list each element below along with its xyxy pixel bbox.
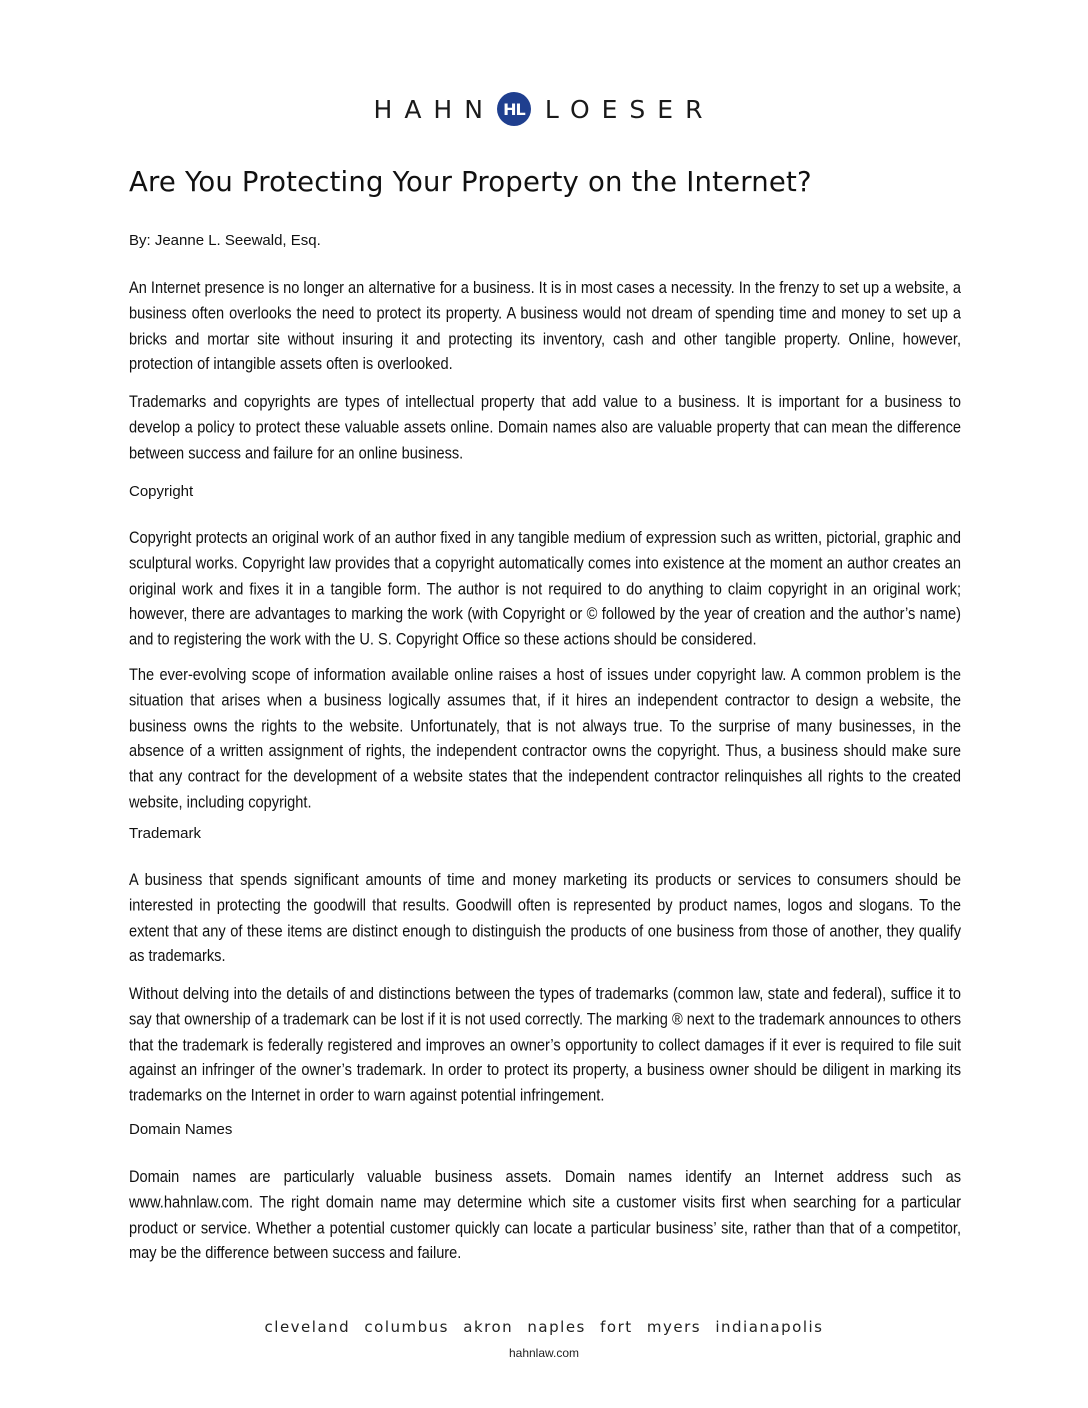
section-heading-domain-names: Domain Names	[129, 1121, 233, 1139]
section-heading-copyright: Copyright	[129, 482, 194, 500]
intro-paragraph-2: Trademarks and copyrights are types of intellectual property that add value to a business. It is important for a business to develop a policy to protect these valuable assets online. Domain names also are valuable property that can mean the difference between success and failure for an online business.	[129, 392, 961, 462]
domain-names-paragraph-1: Domain names are particularly valuable business assets. Domain names identify an Internet address such as www.hahnlaw.com. The right domain name may determine which site a customer visits first when searching for a particular product or service. Whether a potential customer quickly can locate a particular business’ site, rather than that of a competitor, may be the difference between success and failure.	[129, 1168, 961, 1263]
intro-paragraph-1: An Internet presence is no longer an alternative for a business. It is in most cases a necessity. In the frenzy to set up a website, a business often overlooks the need to protect its property. A business would not dream of spending time and money to set up a bricks and mortar site without insuring it and protecting its inventory, cash and other tangible property. Online, however, protection of intangible assets often is overlooked.	[129, 278, 962, 374]
copyright-paragraph-1: Copyright protects an original work of an author fixed in any tangible medium of expression such as written, pictorial, graphic and sculptural works. Copyright law provides that a copyright automatically comes into existence at the moment an author creates an original work and fixes it in a tangible form. The author is not required to do anything to claim copyright in an original work; however, there are advantages to marking the work (with Copyright or © followed by the year of creation and the author’s name) and to registering the work with the U. S. Copyright Office so these actions should be considered.	[129, 529, 961, 650]
trademark-paragraph-1: A business that spends significant amounts of time and money marketing its products or services to consumers should be interested in protecting the goodwill that results. Goodwill often is represented by product names, logos and slogans. To the extent that any of these items are distinct enough to distinguish the products of one business from those of another, they qualify as trademarks.	[129, 871, 961, 967]
article-body	[129, 230, 961, 1279]
footer-office-locations: cleveland columbus akron naples fort myers indianapolis	[264, 1318, 824, 1336]
firm-logo	[0, 92, 1088, 126]
logo-mark-icon: HL	[497, 92, 531, 126]
section-heading-trademark: Trademark	[129, 824, 201, 842]
logo-text-hahn: HAHN	[373, 94, 495, 124]
copyright-paragraph-2: The ever-evolving scope of information available online raises a host of issues under copyright law. A common problem is the situation that arises when a business logically assumes that, if it hires an independent contractor to design a website, the business owns the rights to the website. Unfortunately, that is not always true. To the surprise of many businesses, in the absence of a written assignment of rights, the independent contractor owns the copyright. Thus, a business should make sure that any contract for the development of a website states that the independent contractor relinquishes all rights to the created website, including copyright.	[129, 666, 961, 813]
trademark-paragraph-2: Without delving into the details of and distinctions between the types of trademarks (common law, state and federal), suffice it to say that ownership of a trademark can be lost if it is not used correctly. The marking ® next to the trademark announces to others that the trademark is federally registered and improves an owner’s opportunity to collect damages if it ever is required to file suit against an infringer of the owner’s trademark. In order to protect its property, a business owner should be diligent in marking its trademarks on the Internet in order to warn against potential infringement.	[129, 985, 961, 1106]
byline: By: Jeanne L. Seewald, Esq.	[129, 232, 321, 249]
footer-website: hahnlaw.com	[508, 1346, 580, 1360]
page-title: Are You Protecting Your Property on the Internet?	[129, 166, 812, 198]
logo-text-loeser: LOESER	[544, 94, 715, 124]
